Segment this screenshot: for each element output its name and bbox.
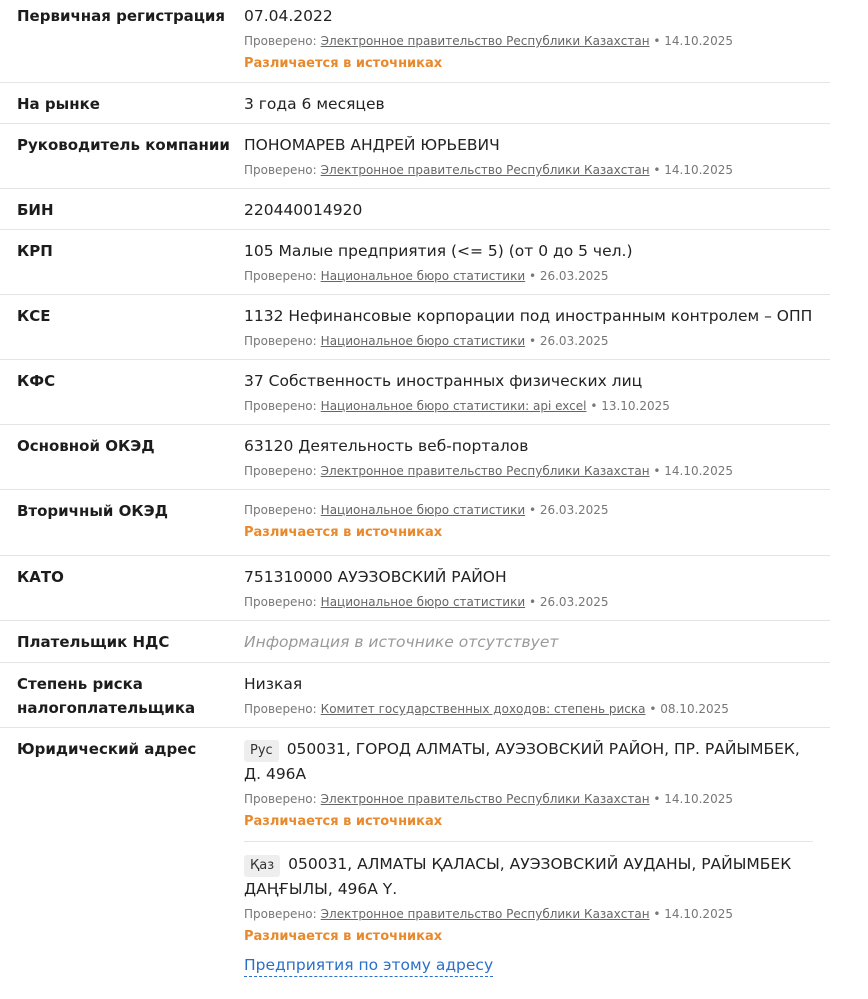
field-label: Основной ОКЭД xyxy=(17,437,155,455)
row-bin xyxy=(0,189,830,230)
row-okved-secondary xyxy=(0,490,830,556)
language-tag-ru: Рус xyxy=(244,740,279,762)
field-label: Вторичный ОКЭД xyxy=(17,502,169,520)
row-vat xyxy=(0,621,830,663)
field-label: Юридический адрес xyxy=(17,740,197,758)
field-label: КСЕ xyxy=(17,307,51,325)
source-link[interactable]: Национальное бюро статистики xyxy=(320,334,526,348)
field-label: Руководитель компании xyxy=(17,136,230,154)
row-krp xyxy=(0,230,830,295)
language-tag-kz: Қаз xyxy=(244,855,280,877)
verified-prefix: Проверено: xyxy=(244,503,317,517)
verification-line xyxy=(244,701,813,717)
address-ru-block xyxy=(244,737,813,842)
verification-line xyxy=(244,594,813,610)
row-kfs xyxy=(0,360,830,425)
verification-line xyxy=(244,791,813,807)
verified-prefix: Проверено: xyxy=(244,163,317,177)
verified-date: • 14.10.2025 xyxy=(653,792,733,806)
row-kato xyxy=(0,556,830,621)
verified-prefix: Проверено: xyxy=(244,334,317,348)
verified-prefix: Проверено: xyxy=(244,399,317,413)
field-label: КРП xyxy=(17,242,53,260)
verified-prefix: Проверено: xyxy=(244,464,317,478)
verified-prefix: Проверено: xyxy=(244,595,317,609)
field-label: Первичная регистрация xyxy=(17,7,226,25)
verified-date: • 14.10.2025 xyxy=(653,907,733,921)
address-kz-block xyxy=(244,852,813,987)
field-label: БИН xyxy=(17,201,54,219)
field-value: 07.04.2022 xyxy=(244,7,333,25)
field-value-block xyxy=(244,565,813,620)
field-value-block xyxy=(244,133,813,188)
field-value: 1132 Нефинансовые корпорации под иностранным контролем – ОПП xyxy=(244,307,813,325)
field-value-block xyxy=(244,198,813,229)
row-tax-risk xyxy=(0,663,830,728)
verification-line xyxy=(244,463,813,479)
verified-prefix: Проверено: xyxy=(244,34,317,48)
field-label: КАТО xyxy=(17,568,64,586)
address-kz xyxy=(244,852,813,901)
source-link[interactable]: Национальное бюро статистики xyxy=(320,503,526,517)
verified-date: • 08.10.2025 xyxy=(649,702,729,716)
row-registration xyxy=(0,0,830,83)
verification-line xyxy=(244,502,813,518)
source-link[interactable]: Электронное правительство Республики Казахстан xyxy=(320,907,650,921)
field-value: 220440014920 xyxy=(244,201,363,219)
row-okved-main xyxy=(0,425,830,490)
field-label: На рынке xyxy=(17,95,100,113)
sources-differ-badge[interactable]: Различается в источниках xyxy=(244,814,443,829)
field-value: ПОНОМАРЕВ АНДРЕЙ ЮРЬЕВИЧ xyxy=(244,136,500,154)
field-label: КФС xyxy=(17,372,56,390)
field-value-block xyxy=(244,92,813,123)
verified-date: • 26.03.2025 xyxy=(528,269,609,283)
field-value: 3 года 6 месяцев xyxy=(244,95,385,113)
field-value: 105 Малые предприятия (<= 5) (от 0 до 5 чел.) xyxy=(244,242,633,260)
sources-differ-badge[interactable]: Различается в источниках xyxy=(244,929,443,944)
verified-prefix: Проверено: xyxy=(244,269,317,283)
source-link[interactable]: Национальное бюро статистики: api excel xyxy=(320,399,587,413)
field-value-block xyxy=(244,672,813,727)
verified-date: • 14.10.2025 xyxy=(653,163,733,177)
verified-prefix: Проверено: xyxy=(244,907,317,921)
verification-line xyxy=(244,268,813,284)
verified-date: • 14.10.2025 xyxy=(653,34,733,48)
field-label: Степень риска налогоплательщика xyxy=(17,675,196,717)
sources-differ-badge[interactable]: Различается в источниках xyxy=(244,56,443,71)
source-link[interactable]: Электронное правительство Республики Казахстан xyxy=(320,34,650,48)
source-link[interactable]: Электронное правительство Республики Казахстан xyxy=(320,464,650,478)
field-value-missing: Информация в источнике отсутствует xyxy=(244,633,559,651)
verified-prefix: Проверено: xyxy=(244,702,317,716)
field-value-block xyxy=(244,630,813,662)
source-link[interactable]: Национальное бюро статистики xyxy=(320,269,526,283)
sources-differ-badge[interactable]: Различается в источниках xyxy=(244,525,443,540)
verified-date: • 26.03.2025 xyxy=(528,503,609,517)
verified-date: • 14.10.2025 xyxy=(653,464,733,478)
source-link[interactable]: Электронное правительство Республики Казахстан xyxy=(320,163,650,177)
field-value-block xyxy=(244,239,813,294)
source-link[interactable]: Национальное бюро статистики xyxy=(320,595,526,609)
companies-at-address-link[interactable]: Предприятия по этому адресу xyxy=(244,954,493,977)
source-link[interactable]: Электронное правительство Республики Казахстан xyxy=(320,792,650,806)
address-kz-text: 050031, АЛМАТЫ ҚАЛАСЫ, АУЭЗОВСКИЙ АУДАНЫ, РАЙЫМБЕК ДАҢҒЫЛЫ, 496А Ү. xyxy=(244,855,792,898)
verified-date: • 26.03.2025 xyxy=(528,334,609,348)
verified-prefix: Проверено: xyxy=(244,792,317,806)
field-value: Низкая xyxy=(244,675,303,693)
field-label: Плательщик НДС xyxy=(17,633,170,651)
verified-date: • 13.10.2025 xyxy=(590,399,670,413)
row-head xyxy=(0,124,830,189)
field-value-block xyxy=(244,4,813,82)
verification-line xyxy=(244,398,813,414)
field-value-block xyxy=(244,369,813,424)
field-value: 63120 Деятельность веб-порталов xyxy=(244,437,529,455)
row-kse xyxy=(0,295,830,360)
verification-line xyxy=(244,162,813,178)
address-ru-text: 050031, ГОРОД АЛМАТЫ, АУЭЗОВСКИЙ РАЙОН, ПР. РАЙЫМБЕК, Д. 496А xyxy=(244,740,800,783)
field-value-block xyxy=(244,499,813,555)
verified-date: • 26.03.2025 xyxy=(528,595,609,609)
field-value-block xyxy=(244,434,813,489)
verification-line xyxy=(244,333,813,349)
source-link[interactable]: Комитет государственных доходов: степень риска xyxy=(320,702,646,716)
row-legal-address xyxy=(0,728,830,987)
field-value: 37 Собственность иностранных физических лиц xyxy=(244,372,643,390)
verification-line xyxy=(244,906,813,922)
verification-line xyxy=(244,33,813,49)
field-value: 751310000 АУЭЗОВСКИЙ РАЙОН xyxy=(244,568,507,586)
address-ru xyxy=(244,737,813,786)
row-on-market xyxy=(0,83,830,124)
field-value-block xyxy=(244,737,813,987)
field-value-block xyxy=(244,304,813,359)
